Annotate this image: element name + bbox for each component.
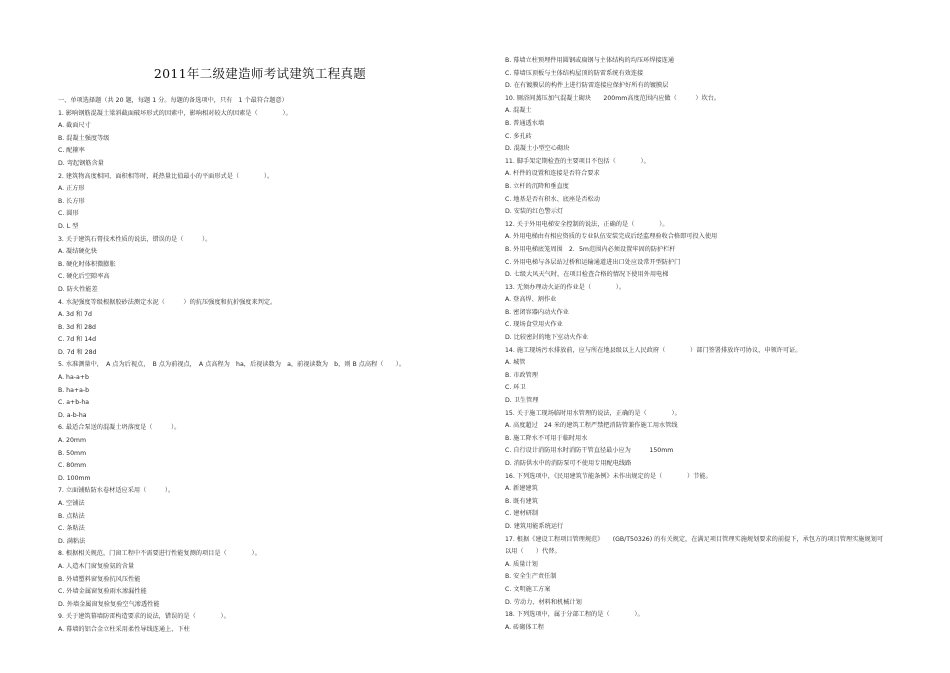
question-line: B. 外墙塑料窗复验抗风压性能 bbox=[58, 575, 141, 583]
question-line: D. 防火性能差 bbox=[58, 285, 98, 293]
question-line: 6. 最适合泵送的混凝土坍落度是（ ）。 bbox=[58, 424, 181, 432]
question-line: 11. 脚手架定期检查的主要项目不包括（ ）。 bbox=[505, 157, 650, 165]
question-line: A. 砖砌体工程 bbox=[505, 623, 544, 631]
question-line: B. 安全生产责任制 bbox=[505, 573, 557, 581]
question-line: A. 高度超过 24 米的建筑工程严禁把消防管兼作施工用水管线 bbox=[505, 422, 678, 430]
question-line: C. 外墙金属窗复验雨水渗漏性能 bbox=[58, 588, 147, 596]
question-line: A. 杆件的设置和连接是否符合要求 bbox=[505, 170, 600, 178]
right-column bbox=[505, 55, 905, 634]
question-line: 7. 立面铺贴防水卷材适应采用（ ）。 bbox=[58, 487, 175, 495]
question-line: 12. 关于外用电梯安全控制的说法，正确的是（ ）。 bbox=[505, 220, 669, 228]
question-line: D. 混凝土小型空心砌块 bbox=[505, 145, 570, 153]
question-line: C. 80mm bbox=[58, 462, 87, 470]
question-line: C. 地基是否有积水、底座是否松动 bbox=[505, 195, 600, 203]
question-line: C. 幕墙压顶板与主体结构屋顶的防雷系统有效连接 bbox=[505, 69, 644, 77]
question-line: D. 卫生管理 bbox=[505, 397, 539, 405]
question-line: 18. 下列选项中，属于分部工程的是（ ）。 bbox=[505, 611, 644, 619]
question-line: B. 密闭容器内动火作业 bbox=[505, 308, 569, 316]
question-line: B. 长方形 bbox=[58, 197, 85, 205]
question-line: A. 截面尺寸 bbox=[58, 122, 91, 130]
question-line: A. ha-a+b bbox=[58, 374, 89, 382]
question-line: D. L 型 bbox=[58, 222, 79, 230]
question-line: C. 现场食堂用火作业 bbox=[505, 321, 563, 329]
question-line: B. ha+a-b bbox=[58, 386, 90, 394]
question-line: B. 点粘法 bbox=[58, 512, 85, 520]
question-line: A. 新建建筑 bbox=[505, 485, 538, 493]
question-line: D. 比较密封的地下室动火作业 bbox=[505, 334, 588, 342]
question-line: A. 空铺法 bbox=[58, 500, 85, 507]
question-line: D. a-b-ha bbox=[58, 411, 87, 419]
question-line: B. 市政管理 bbox=[505, 371, 538, 379]
question-line: B. 立杆的沉降和垂直度 bbox=[505, 182, 569, 190]
question-line: 2. 建筑物高度相同、面积相等时，耗热量比值最小的平面形式是（ ）。 bbox=[58, 172, 274, 180]
question-line: B. 硬化时体积微膨胀 bbox=[58, 260, 116, 268]
question-line: D. 劳动力、材料和机械计划 bbox=[505, 598, 582, 606]
question-line: B. 混凝土强度等级 bbox=[58, 134, 110, 142]
question-line: B. 3d 和 28d bbox=[58, 323, 96, 331]
question-line: D. 在有镀膜层的构件上进行防雷连接应保护好所有的镀膜层 bbox=[505, 82, 669, 90]
question-line: A. 外用电梯由有相应资质的专业队伍安装完成后经监理验收合格即可投入使用 bbox=[505, 233, 718, 241]
question-line: C. 7d 和 14d bbox=[58, 336, 97, 344]
question-line: 14. 施工现场污水排放前，应与所在地县级以上人民政府（ ）部门签署排放许可协议，申领许可证。 bbox=[505, 346, 802, 354]
question-line: A. 登高焊、割作业 bbox=[505, 296, 557, 304]
question-line: C. 圆形 bbox=[58, 210, 79, 218]
question-line: 1. 影响钢筋混凝土梁斜截面破坏形式的因素中，影响相对较大的因素是（ ）。 bbox=[58, 109, 292, 117]
question-line: 9. 关于建筑幕墙防雷构造要求的说法，错误的是（ ）。 bbox=[58, 613, 230, 621]
question-line: A. 幕墙的铝合金立柱采用柔性导线连通上、下柱 bbox=[58, 625, 190, 633]
question-line: B. 普通透水墙 bbox=[505, 119, 545, 127]
question-line: A. 凝结硬化快 bbox=[58, 248, 97, 256]
question-line: B. 幕墙立柱预埋件用圆钢或扁钢与主体结构的均压环焊接连通 bbox=[505, 57, 675, 64]
question-line: D. 弯起钢筋含量 bbox=[58, 159, 104, 167]
question-line: 10. 厕浴间蒸压加气混凝土砌块 200mm高度范围内应做（ ）坎台。 bbox=[505, 94, 721, 102]
question-line: 13. 无须办理动火证的作业是（ ）。 bbox=[505, 283, 626, 291]
question-line: C. 外用电梯与各层站过桥和运输通道进出口处应设常开型防护门 bbox=[505, 258, 681, 266]
question-line: 16. 下列选项中，《民用建筑节能条例》未作出规定的是（ ）节能。 bbox=[505, 472, 712, 480]
question-line: 15. 关于施工现场临时用水管理的说法，正确的是（ ）。 bbox=[505, 409, 681, 417]
question-line: D. 外墙金属窗复验复验空气渗透性能 bbox=[58, 600, 160, 608]
question-line: C. 条粘法 bbox=[58, 525, 85, 533]
question-line: C. 配箍率 bbox=[58, 147, 85, 155]
question-line: A. 20mm bbox=[58, 437, 86, 445]
question-line: A. 人造木门窗复验氨的含量 bbox=[58, 562, 135, 570]
question-line: C. a+b-ha bbox=[58, 399, 90, 407]
question-line: C. 硬化后空隙率高 bbox=[58, 273, 110, 281]
question-line: C. 自行设计消防用水时消防干管直径最小应为 150mm bbox=[505, 447, 674, 455]
question-line: C. 建材研制 bbox=[505, 510, 539, 518]
question-line: 5. 水准测量中， A 点为后视点， B 点为前视点， A 点高程为 ha，后视读数为 a，前视读数为 b，则 B 点高程（ ）。 bbox=[58, 361, 406, 369]
question-line: A. 城管 bbox=[505, 359, 526, 367]
question-line: 一、单项选择题（共 20 题，每题 1 分。每题的备选项中，只有 1 个最符合题意） bbox=[58, 97, 288, 104]
question-line: D. 安装的红色警示灯 bbox=[505, 208, 564, 216]
question-line: A. 正方形 bbox=[58, 185, 85, 193]
question-line: C. 文明施工方案 bbox=[505, 585, 551, 593]
question-line: 8. 根据相关规范，门窗工程中不需要进行性能复测的项目是（ ）。 bbox=[58, 550, 261, 558]
question-line: D. 七级大风天气时，在项目检查合格的情况下使用外用电梯 bbox=[505, 271, 669, 279]
question-line: C. 多孔砖 bbox=[505, 132, 532, 140]
question-line: D. 满粘法 bbox=[58, 537, 86, 545]
question-line: D. 100mm bbox=[58, 474, 91, 482]
question-line: D. 7d 和 28d bbox=[58, 348, 97, 356]
question-line: 4. 水泥强度等级根据胶砂法测定水泥（ ）的抗压强度和抗折强度来判定。 bbox=[58, 298, 277, 306]
question-line: D. 建筑用能系统运行 bbox=[505, 522, 564, 530]
question-line: 3. 关于建筑石膏技术性质的说法，错误的是（ ）。 bbox=[58, 235, 212, 243]
question-line: B. 50mm bbox=[58, 449, 87, 457]
document-title: 2011年二级建造师考试建筑工程真题 bbox=[153, 66, 367, 81]
question-line: B. 既有建筑 bbox=[505, 497, 538, 505]
question-line: A. 质量计划 bbox=[505, 560, 538, 568]
question-line: B. 外用电梯底笼周围 2．5m范围内必须设置牢固的防护栏杆 bbox=[505, 245, 676, 253]
question-line: 以用（ ）代替。 bbox=[505, 548, 561, 556]
question-line: B. 施工降水不可用于临时用水 bbox=[505, 434, 588, 442]
question-line: A. 混凝土 bbox=[505, 107, 532, 115]
question-line: D. 消防供水中的消防泵可不使用专用配电线路 bbox=[505, 460, 632, 467]
left-column bbox=[58, 95, 458, 637]
question-line: C. 环卫 bbox=[505, 384, 526, 392]
question-line: 17. 根据《建设工程项目管理规范》 (GB/T50326) 的有关规定，在满足项目管理实施规划要求的前提下，承包方的项目管理实施规划可 bbox=[505, 535, 884, 543]
question-line: A. 3d 和 7d bbox=[58, 311, 92, 319]
